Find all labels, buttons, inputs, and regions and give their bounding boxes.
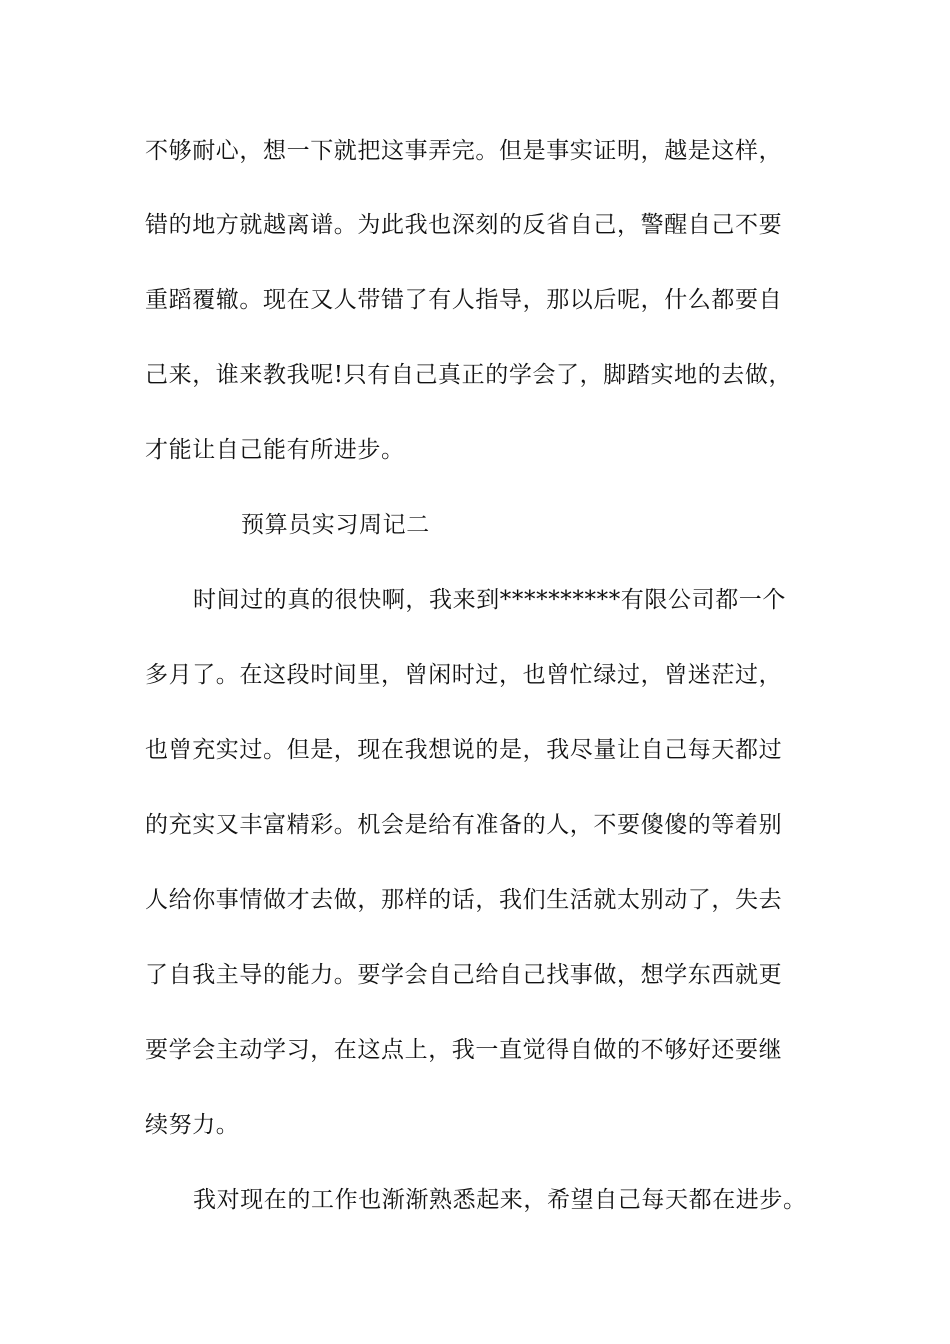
paragraph-2-line-7: 要学会主动学习，在这点上，我一直觉得自做的不够好还要继 <box>145 1037 783 1063</box>
paragraph-2-line-8: 续努力。 <box>145 1112 240 1138</box>
paragraph-2-line-5: 人给你事情做才去做，那样的话，我们生活就太别动了，失去 <box>145 887 783 913</box>
paragraph-3-line-1: 我对现在的工作也渐渐熟悉起来，希望自己每天都在进步。 <box>193 1187 807 1213</box>
paragraph-2-line-1: 时间过的真的很快啊，我来到**********有限公司都一个 <box>193 587 786 613</box>
paragraph-2-line-6: 了自我主导的能力。要学会自己给自己找事做，想学东西就更 <box>145 962 783 988</box>
paragraph-2-line-3: 也曾充实过。但是，现在我想说的是，我尽量让自己每天都过 <box>145 737 783 763</box>
section-heading: 预算员实习周记二 <box>241 512 430 538</box>
paragraph-2-line-4: 的充实又丰富精彩。机会是给有准备的人，不要傻傻的等着别 <box>145 812 783 838</box>
paragraph-1-line-2: 错的地方就越离谱。为此我也深刻的反省自己，警醒自己不要 <box>145 212 783 238</box>
paragraph-1-line-1: 不够耐心，想一下就把这事弄完。但是事实证明，越是这样， <box>145 138 783 164</box>
paragraph-1-line-3: 重蹈覆辙。现在又人带错了有人指导，那以后呢，什么都要自 <box>145 287 783 313</box>
paragraph-2-line-2: 多月了。在这段时间里，曾闲时过，也曾忙绿过，曾迷茫过， <box>145 662 783 688</box>
paragraph-1-line-4: 己来，谁来教我呢!只有自己真正的学会了，脚踏实地的去做， <box>145 362 793 388</box>
paragraph-1-line-5: 才能让自己能有所进步。 <box>145 437 405 463</box>
